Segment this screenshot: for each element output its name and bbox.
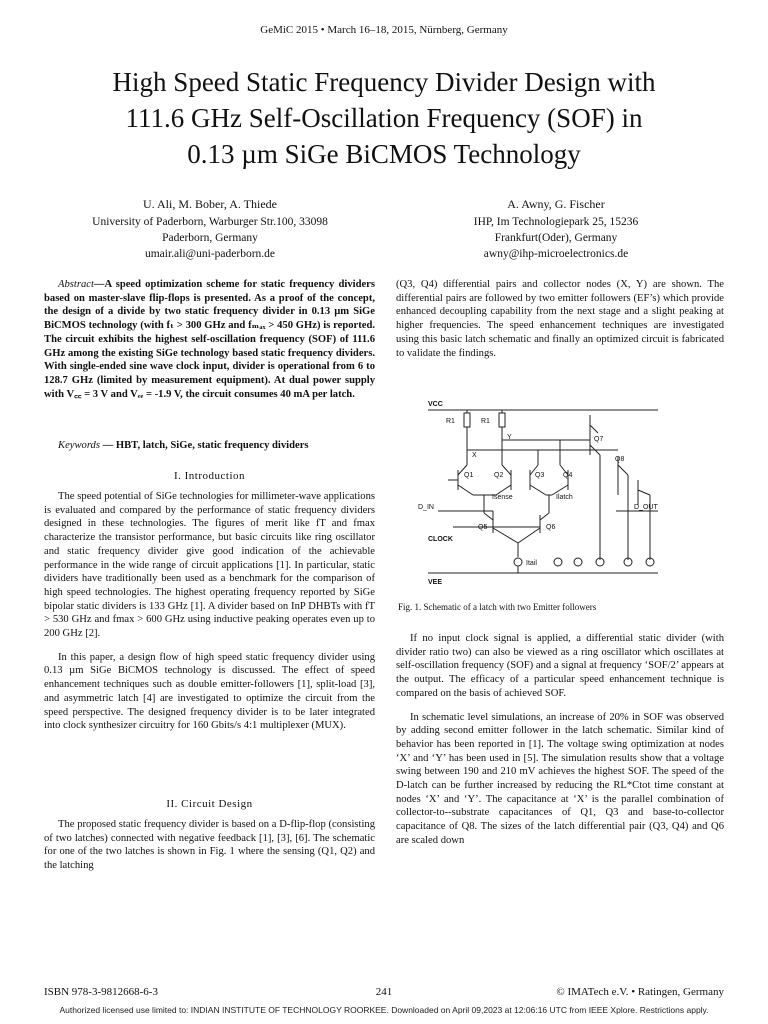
label-x: X (472, 452, 477, 459)
paragraph: The speed potential of SiGe technologies for millimeter-wave applications is evaluated and compared by the performance of static frequency dividers designed in these technologies. The figures of merit like fT and fmax characterize the transistor performance, but basic circuits like ring oscillator and static frequency divider give good indication of the achievable performance in the wide range of circuit applications [1]. In particular, static dividers have traditionally been used as a benchmark for the comparison of high speed technologies. The highest operating frequency reported by SiGe bipolar static dividers is 133 GHz [1]. A divider based on InP DHBTs with fT > 530 GHz and fmax > 600 GHz using inductive peaking operates even up to 200 GHz [2]. (44, 491, 375, 640)
label-r1: R1 (481, 418, 490, 425)
footer-isbn: ISBN 978-3-9812668-6-3 (44, 986, 158, 998)
affiliation-line: University of Paderborn, Warburger Str.100, 33098 (92, 216, 328, 228)
keywords-text: — HBT, latch, SiGe, static frequency dividers (99, 440, 309, 451)
label-vee: VEE (428, 579, 443, 586)
section-heading-intro: I. Introduction (173, 470, 246, 482)
figure-caption: Fig. 1. Schematic of a latch with two Emitter followers (398, 602, 597, 612)
author-block-right (386, 196, 726, 262)
affiliation-line: Paderborn, Germany (162, 232, 258, 244)
paragraph: In this paper, a design flow of high speed static frequency divider using 0.13 µm SiGe BiCMOS technology is discussed. The effect of speed enhancement techniques such as double emitter-followers [1], split-load [3], and asymmetric latch [4] are investigated to optimize the circuit from the speed perspective. The designed frequency divider is to be later integrated into clock synthesizer circuitry for 160 Gbits/s 4:1 multiplexer (MUX). (44, 651, 375, 732)
author-email[interactable]: awny@ihp-microelectronics.de (483, 248, 629, 260)
author-block-left (40, 196, 380, 262)
keywords-lead: Keywords (58, 440, 100, 451)
footer-publisher: © IMATech e.V. • Ratingen, Germany (556, 986, 724, 998)
label-r1: R1 (446, 418, 455, 425)
author-names: U. Ali, M. Bober, A. Thiede (143, 197, 277, 211)
label-q7: Q7 (594, 436, 604, 443)
author-email[interactable]: umair.ali@uni-paderborn.de (144, 248, 276, 260)
paragraph: If no input clock signal is applied, a differential static divider (with divider ratio two) can also be viewed as a ring oscillator which oscillates at self-oscillation frequency (SOF) and a signal at frequency ‘SOF/2’ appears at the output. The efficacy of a particular speed enhancement technique is compared on the basis of achieved SOF. (396, 633, 724, 699)
abstract (44, 278, 375, 401)
left-column-design (44, 818, 375, 883)
paper-title (40, 64, 728, 172)
page-number: 241 (375, 986, 393, 998)
label-q2: Q2 (494, 472, 504, 479)
author-names: A. Awny, G. Fischer (507, 197, 605, 211)
label-q3: Q3 (535, 472, 545, 479)
label-d-in: D_IN (418, 504, 434, 511)
label-q5: Q5 (478, 524, 488, 531)
abstract-text: A speed optimization scheme for static frequency dividers based on master-slave flip-flops is presented. As a proof of the concept, the design of a divide by two static frequency divider in 0.13 µm SiGe BiCMOS technology (with fₜ > 300 GHz and fₘₐₓ > 450 GHz) is reported. The circuit exhibits the highest self-oscillation frequency (SOF) of 111.6 GHz among the existing SiGe technology based static frequency dividers. With single-ended sine wave clock input, divider is operational from 6 to 128.7 GHz (limited by measurement equipment). At dual power supply with V꜀꜀ = 3 V and Vₑₑ = -1.9 V, the circuit consumes 40 mA per latch. (44, 279, 375, 400)
paragraph: (Q3, Q4) differential pairs and collector nodes (X, Y) are shown. The differential pairs are followed by two emitter followers (EF’s) which provide enhanced decoupling capability from the next stage and a slight peaking at higher frequencies. The speed enhancement techniques are investigated using this basic latch schematic and finally an optimized circuit is fabricated to validate the findings. (396, 279, 724, 359)
running-head: GeMiC 2015 • March 16–18, 2015, Nürnberg, Germany (260, 24, 508, 36)
label-itail: Itail (526, 560, 537, 567)
label-q8: Q8 (615, 456, 625, 463)
right-column-top (396, 278, 724, 370)
abstract-dash: — (93, 279, 105, 290)
title-line-2: 111.6 GHz Self-Oscillation Frequency (SOF) in (125, 103, 643, 133)
right-column-body (396, 632, 724, 858)
left-column-body (44, 490, 375, 743)
latch-schematic-figure (418, 395, 668, 590)
license-banner: Authorized licensed use limited to: INDIAN INSTITUTE OF TECHNOLOGY ROORKEE. Downloaded on April 09,2023 at 12:06:16 UTC from IEEE Xplore. Restrictions apply. (59, 1005, 709, 1015)
label-q6: Q6 (546, 524, 556, 531)
keywords (44, 440, 375, 451)
label-vcc: VCC (428, 401, 443, 408)
title-line-1: High Speed Static Frequency Divider Design with (112, 67, 656, 97)
label-q1: Q1 (464, 472, 474, 479)
label-isense: Isense (492, 494, 513, 501)
label-y: Y (507, 434, 512, 441)
affiliation-line: Frankfurt(Oder), Germany (494, 232, 618, 244)
title-line-3: 0.13 µm SiGe BiCMOS Technology (187, 139, 581, 169)
abstract-lead: Abstract (58, 279, 94, 290)
paragraph: The proposed static frequency divider is based on a D-flip-flop (consisting of two latches) connected with negative feedback [1], [3], [6]. The schematic for one of the two latches is shown in Fig. 1 where the sensing (Q1, Q2) and the latching (44, 819, 375, 872)
section-heading-design: II. Circuit Design (166, 798, 253, 810)
affiliation-line: IHP, Im Technologiepark 25, 15236 (473, 216, 639, 228)
label-ilatch: Ilatch (556, 494, 573, 501)
label-d-out: D_OUT (634, 504, 658, 511)
paragraph: In schematic level simulations, an increase of 20% in SOF was observed by adding second emitter follower in the latch schematic. Similar kind of behavior has been reported in [1]. The voltage swing optimization at nodes ‘X’ and ‘Y’ has been used in [5]. The simulation results show that a voltage swing between 190 and 210 mV achieves the highest SOF. The speed of the D-latch can be further increased by reducing the RL*Ctot time constant at nodes ‘X’ and ‘Y’. The capacitance at ‘X’ is the parallel combination of collector-to--substrate capacitances of Q1, Q3 and base-to-collector capacitance of Q8. The sizes of the latch differential pair (Q3, Q4) and Q6 are scaled down (396, 711, 724, 846)
label-q4: Q4 (563, 472, 573, 479)
label-clock: CLOCK (428, 536, 453, 543)
